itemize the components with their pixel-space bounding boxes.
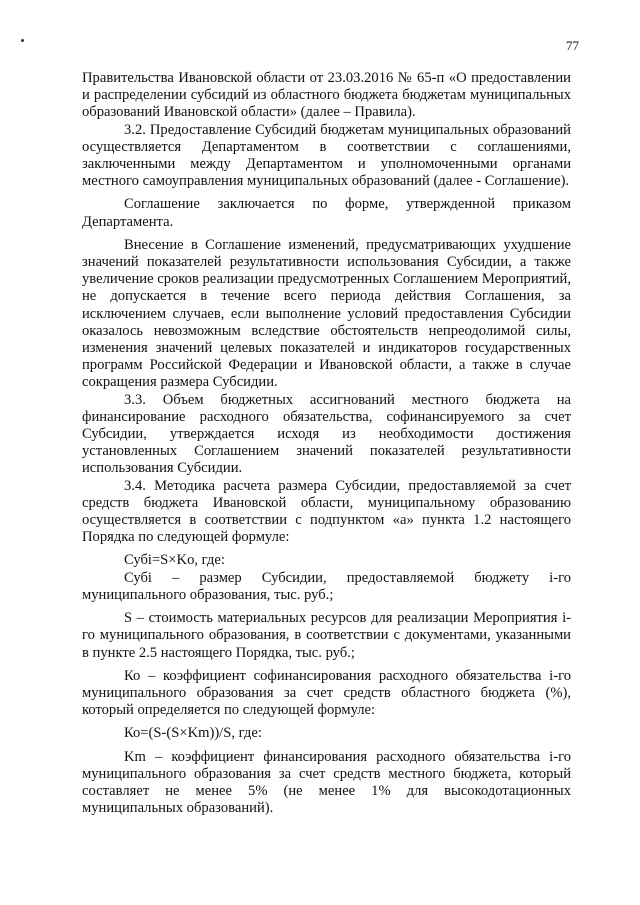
paragraph-3-2: 3.2. Предоставление Субсидий бюджетам муниципальных образований осуществляется Департаментом в соответствии с соглашениями, заключенными между Департаментом и уполномоченными органами местного самоуправления муниципальных образований (далее - Соглашение).	[82, 121, 571, 190]
document-body	[82, 70, 571, 817]
definition-km: Km – коэффициент финансирования расходного обязательства i-го муниципального образования за счет средств местного бюджета, который составляет не менее 5% (не менее 1% для высокодотационных муниципальных образований).	[82, 748, 571, 817]
paragraph-3-4: 3.4. Методика расчета размера Субсидии, предоставляемой за счет средств бюджета Ивановской области, муниципальному образованию осуществляется в соответствии с подпунктом «а» пункта 1.2 настоящего Порядка по следующей формуле:	[82, 477, 571, 546]
definition-sub-i: Субi – размер Субсидии, предоставляемой бюджету i-го муниципального образования, тыс. руб.;	[82, 569, 571, 603]
formula-subsidy: Субi=S×Ko, где:	[124, 552, 225, 569]
page-number: 77	[566, 38, 579, 53]
formula-ko: Ко=(S-(S×Km))/S, где:	[124, 725, 262, 742]
scan-speck	[21, 39, 24, 42]
paragraph-agreement-changes: Внесение в Соглашение изменений, предусматривающих ухудшение значений показателей результативности использования Субсидии, а также увеличение сроков реализации предусмотренных Соглашением Мероприятий, не допускается в течение всего периода действия Соглашения, за исключением случаев, если выполнение условий предоставления Субсидии оказалось невозможным вследствие обстоятельств непреодолимой силы, изменения значений целевых показателей и индикаторов государственных программ Российской Федерации и Ивановской области, а также в случае сокращения размера Субсидии.	[82, 236, 571, 391]
paragraph-3-3: 3.3. Объем бюджетных ассигнований местного бюджета на финансирование расходного обязательства, софинансируемого за счет Субсидии, утверждается исходя из необходимости достижения установленных Соглашением значений показателей результативности использования Субсидии.	[82, 391, 571, 477]
paragraph-rules-reference: Правительства Ивановской области от 23.03.2016 № 65-п «О предоставлении и распределении субсидий из областного бюджета бюджетам муниципальных образований Ивановской области» (далее – Правила).	[82, 70, 571, 121]
definition-s: S – стоимость материальных ресурсов для реализации Мероприятия i-го муниципального образования, в соответствии с документами, указанными в пункте 2.5 настоящего Порядка, тыс. руб.;	[82, 610, 571, 661]
paragraph-agreement-form: Соглашение заключается по форме, утвержденной приказом Департамента.	[82, 196, 571, 230]
definition-ko: Ко – коэффициент софинансирования расходного обязательства i-го муниципального образования за счет средств областного бюджета (%), который определяется по следующей формуле:	[82, 667, 571, 719]
